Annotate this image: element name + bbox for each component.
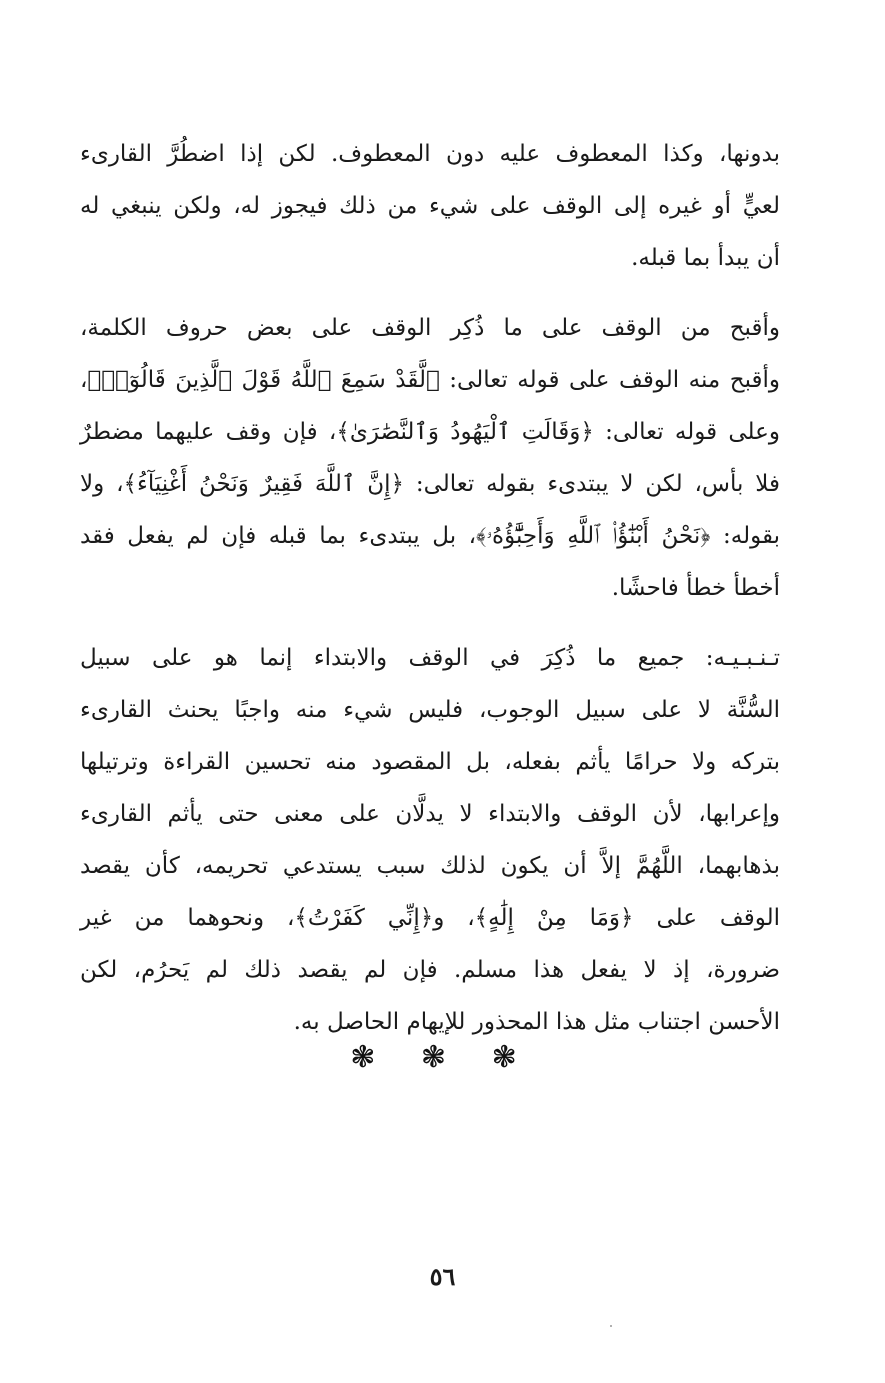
- text-line: وأقبح من الوقف على ما ذُكِر الوقف على بعض حروف الكلمة،: [80, 315, 780, 341]
- text-line: بدونها، وكذا المعطوف عليه دون المعطوف. لكن إذا اضطُرَّ القارىء: [80, 141, 780, 167]
- text-line: تـنـبـيـه: جميع ما ذُكِرَ في الوقف والابتداء إنما هو على سبيل: [80, 645, 780, 671]
- text-line: وعلى قوله تعالى: ﴿وَقَالَتِ ٱلْيَهُودُ وَٱلنَّصَٰرَىٰ﴾، فإن وقف عليهما مضطرٌ: [80, 419, 780, 445]
- page-number: ٥٦: [429, 1262, 456, 1291]
- text-line: الأحسن اجتناب مثل هذا المحذور للإيهام الحاصل به.: [293, 1009, 780, 1035]
- paragraph-2: [80, 302, 780, 614]
- text-line: بذهابهما، اللَّهُمَّ إلاَّ أن يكون لذلك سبب يستدعي تحريمه، كأن يقصد: [80, 853, 780, 879]
- text-line: بقوله: ﴿نَحْنُ أَبْنَٰٓؤُا۟ ٱللَّهِ وَأَحِبَّٰٓؤُهُۥ﴾، بل يبتدىء بما قبله فإن لم يفعل فقد: [80, 523, 780, 549]
- text-line: وإعرابها، لأن الوقف والابتداء لا يدلَّان على معنى حتى يأثم القارىء: [80, 801, 780, 827]
- text-line: بتركه ولا حرامًا يأثم بفعله، بل المقصود منه تحسين القراءة وترتيلها: [80, 749, 780, 775]
- page-body: [80, 128, 780, 1066]
- paragraph-1: [80, 128, 780, 284]
- text-line: ضرورة، إذ لا يفعل هذا مسلم. فإن لم يقصد ذلك لم يَحرُم، لكن: [80, 957, 780, 983]
- text-line: وأقبح منه الوقف على قوله تعالى: ﴿لَّقَدْ سَمِعَ ٱللَّهُ قَوْلَ ٱلَّذِينَ قَالُوٓا۟﴾،: [80, 367, 780, 393]
- scan-speck: [610, 1325, 612, 1327]
- text-line: فلا بأس، لكن لا يبتدىء بقوله تعالى: ﴿إِنَّ ٱللَّهَ فَقِيرٌ وَنَحْنُ أَغْنِيَآءُ﴾، ولا: [80, 471, 780, 497]
- text-line: أخطأ خطأ فاحشًا.: [611, 575, 780, 601]
- text-line: أن يبدأ بما قبله.: [631, 245, 780, 271]
- paragraph-3-note: [80, 632, 780, 1048]
- section-separator: ❃ ❃ ❃: [350, 1040, 535, 1075]
- text-line: لعيٍّ أو غيره إلى الوقف على شيء من ذلك فيجوز له، ولكن ينبغي له: [80, 193, 780, 219]
- text-line: الوقف على ﴿وَمَا مِنْ إِلَٰهٍ﴾، و﴿إِنِّي كَفَرْتُ﴾، ونحوهما من غير: [80, 905, 780, 931]
- text-line: السُّنَّة لا على سبيل الوجوب، فليس شيء منه واجبًا يحنث القارىء: [80, 697, 780, 723]
